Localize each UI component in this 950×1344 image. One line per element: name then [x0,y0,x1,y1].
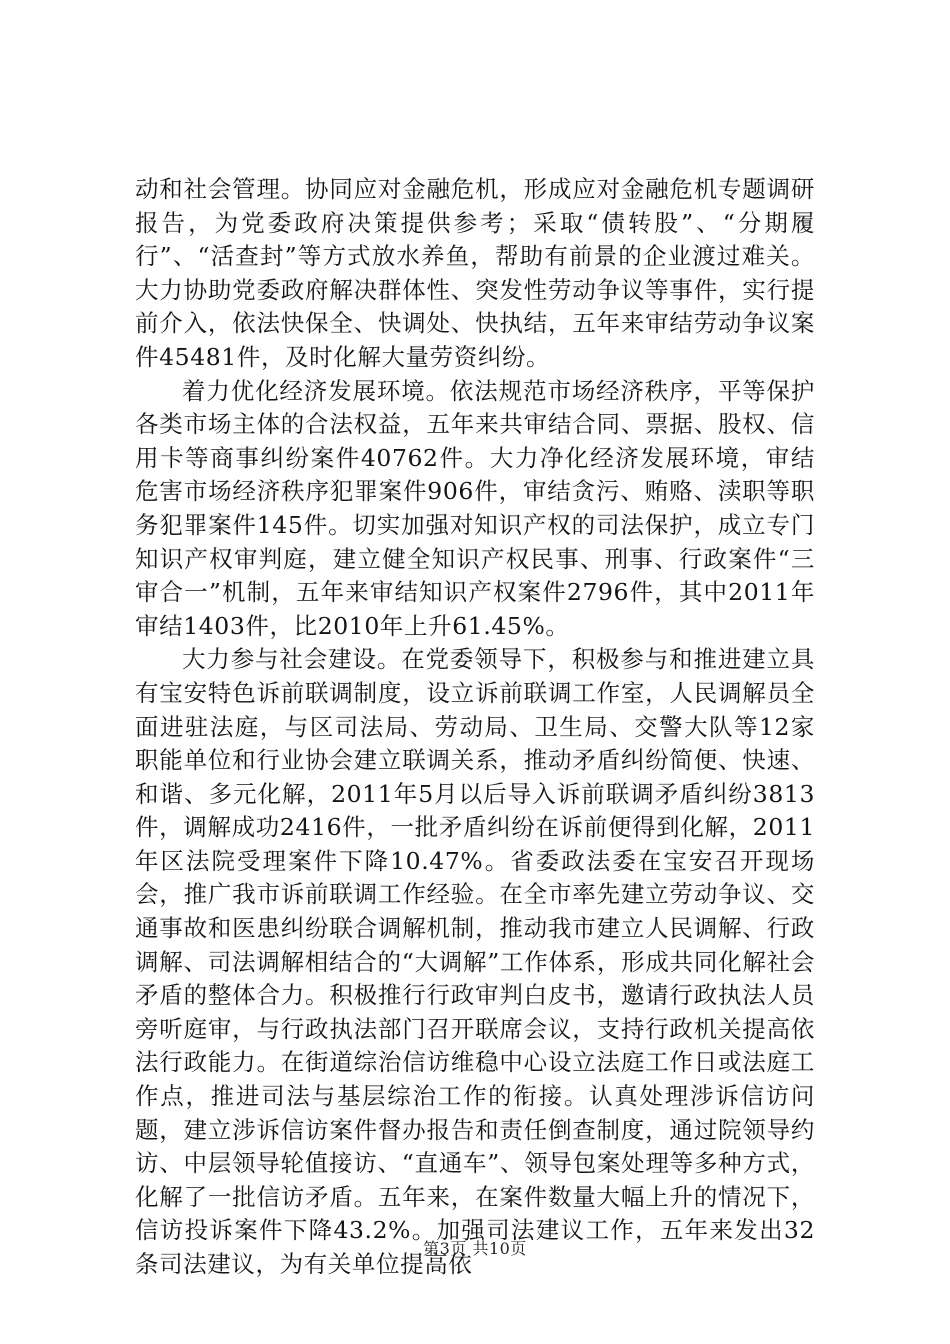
paragraph-3: 大力参与社会建设。在党委领导下，积极参与和推进建立具有宝安特色诉前联调制度，设立诉前联调工作室，人民调解员全面进驻法庭，与区司法局、劳动局、卫生局、交警大队等12家职能单位和行业协会建立联调关系，推动矛盾纠纷简便、快速、和谐、多元化解，2011年5月以后导入诉前联调矛盾纠纷3813件，调解成功2416件，一批矛盾纠纷在诉前便得到化解，2011年区法院受理案件下降10.47%。省委政法委在宝安召开现场会，推广我市诉前联调工作经验。在全市率先建立劳动争议、交通事故和医患纠纷联合调解机制，推动我市建立人民调解、行政调解、司法调解相结合的“大调解”工作体系，形成共同化解社会矛盾的整体合力。积极推行行政审判白皮书，邀请行政执法人员旁听庭审，与行政执法部门召开联席会议，支持行政机关提高依法行政能力。在街道综治信访维稳中心设立法庭工作日或法庭工作点，推进司法与基层综治工作的衔接。认真处理涉诉信访问题，建立涉诉信访案件督办报告和责任倒查制度，通过院领导约访、中层领导轮值接访、“直通车”、领导包案处理等多种方式，化解了一批信访矛盾。五年来，在案件数量大幅上升的情况下，信访投诉案件下降43.2%。加强司法建议工作，五年来发出32条司法建议，为有关单位提高依 [135,645,815,1278]
paragraph-1: 动和社会管理。协同应对金融危机，形成应对金融危机专题调研报告，为党委政府决策提供参考；采取“债转股”、“分期履行”、“活查封”等方式放水养鱼，帮助有前景的企业渡过难关。大力协助党委政府解决群体性、突发性劳动争议等事件，实行提前介入，依法快保全、快调处、快执结，五年来审结劳动争议案件45481件，及时化解大量劳资纠纷。 [135,175,815,371]
page-number-footer: 第3页 共10页 [423,1239,527,1258]
document-body [135,173,815,1282]
paragraph-2: 着力优化经济发展环境。依法规范市场经济秩序，平等保护各类市场主体的合法权益，五年来共审结合同、票据、股权、信用卡等商事纠纷案件40762件。大力净化经济发展环境，审结危害市场经济秩序犯罪案件906件，审结贪污、贿赂、渎职等职务犯罪案件145件。切实加强对知识产权的司法保护，成立专门知识产权审判庭，建立健全知识产权民事、刑事、行政案件“三审合一”机制，五年来审结知识产权案件2796件，其中2011年审结1403件，比2010年上升61.45%。 [135,376,815,640]
